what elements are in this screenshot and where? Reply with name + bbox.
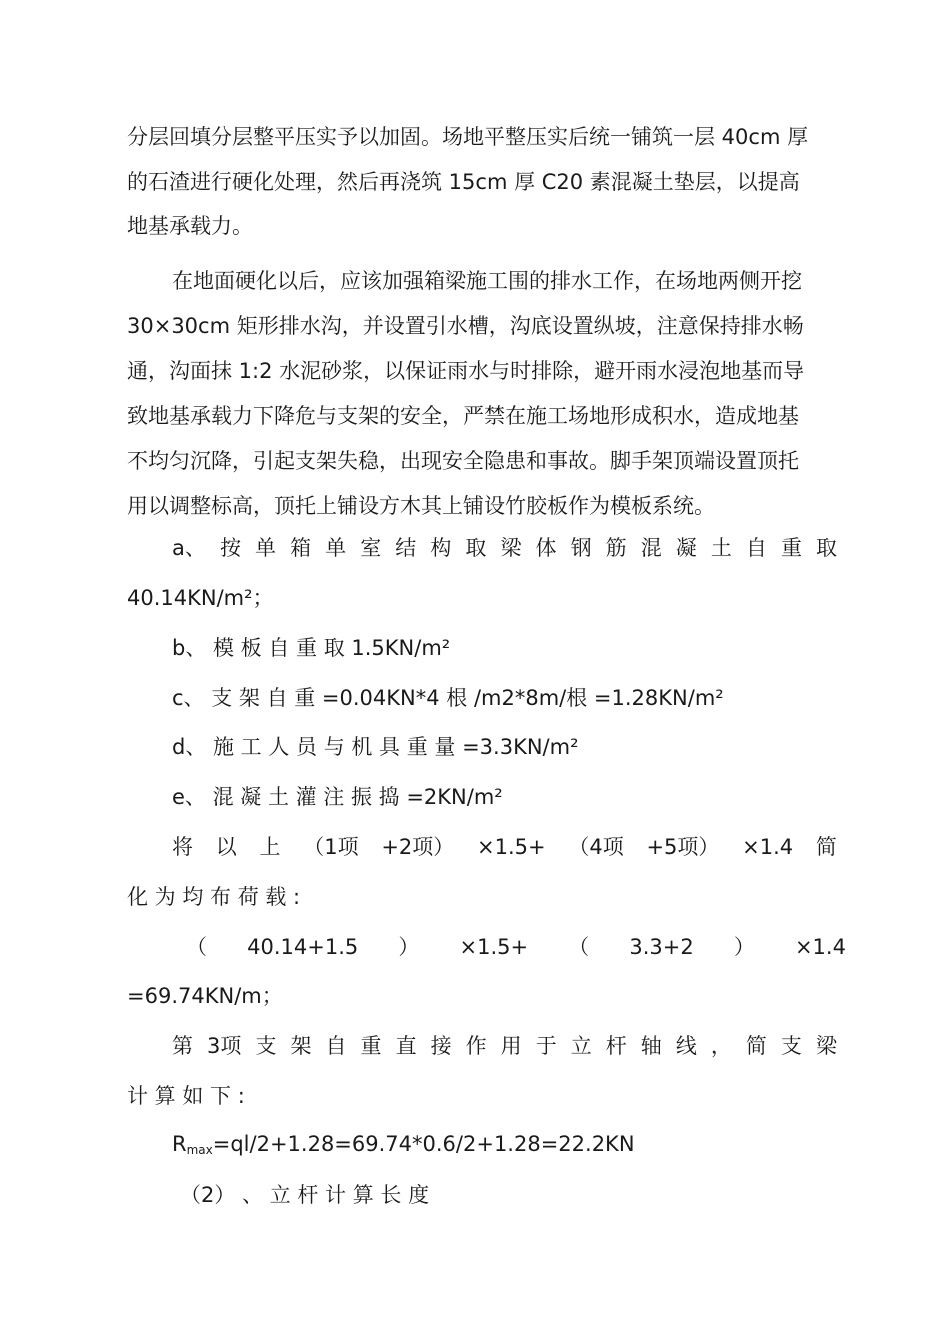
rmax-subscript: max — [186, 1143, 213, 1157]
item-a-line-2: 40.14KN/m²； — [127, 586, 274, 610]
item-d: d、 施 工 人 员 与 机 具 重 量 =3.3KN/m² — [172, 735, 579, 759]
combine-line-1: 将 以 上 （1项 +2项） ×1.5+ （4项 +5项） ×1.4 简 — [172, 835, 837, 859]
formula-line-2: =69.74KN/m； — [127, 984, 283, 1008]
formula-line-1: （ 40.14+1.5 ） ×1.5+ （ 3.3+2 ） ×1.4 — [186, 935, 846, 959]
paragraph-2-line-4: 致地基承载力下降危与支架的安全，严禁在施工场地形成积水，造成地基 — [127, 404, 799, 428]
item-3-line-2: 计 算 如 下 : — [127, 1084, 245, 1108]
item-3-line-1: 第 3项 支 架 自 重 直 接 作 用 于 立 杆 轴 线 ， 简 支 梁 — [172, 1034, 837, 1058]
section-heading-2: （2） 、 立 杆 计 算 长 度 — [180, 1183, 430, 1207]
item-b: b、 模 板 自 重 取 1.5KN/m² — [172, 636, 451, 660]
rmax-formula: $R_{max}=ql/2+1.28=69.74*0.6/2+1.28=22.2KN$ — [172, 1132, 635, 1157]
paragraph-2-line-2: 30×30cm 矩形排水沟，并设置引水槽，沟底设置纵坡，注意保持排水畅 — [127, 314, 804, 338]
paragraph-2-line-6: 用以调整标高，顶托上铺设方木其上铺设竹胶板作为模板系统。 — [127, 494, 715, 518]
paragraph-1-line-3: 地基承载力。 — [127, 214, 253, 238]
item-a-line-1: a、 按 单 箱 单 室 结 构 取 梁 体 钢 筋 混 凝 土 自 重 取 — [172, 536, 837, 560]
paragraph-1-line-2: 的石渣进行硬化处理，然后再浇筑 15cm 厚 C20 素混凝土垫层，以提高 — [127, 170, 800, 194]
paragraph-2-line-3: 通，沟面抹 1:2 水泥砂浆，以保证雨水与时排除，避开雨水浸泡地基而导 — [127, 359, 805, 383]
item-e: e、 混 凝 土 灌 注 振 捣 =2KN/m² — [172, 785, 503, 809]
combine-line-2: 化 为 均 布 荷 载 : — [127, 885, 301, 909]
paragraph-2-line-5: 不均匀沉降，引起支架失稳，出现安全隐患和事故。脚手架顶端设置顶托 — [127, 449, 799, 473]
item-c: c、 支 架 自 重 =0.04KN*4 根 /m2*8m/根 =1.28KN/m² — [172, 686, 724, 710]
paragraph-2-line-1: 在地面硬化以后，应该加强箱梁施工围的排水工作，在场地两侧开挖 — [172, 269, 802, 293]
paragraph-1-line-1: 分层回填分层整平压实予以加固。场地平整压实后统一铺筑一层 40cm 厚 — [127, 125, 809, 149]
